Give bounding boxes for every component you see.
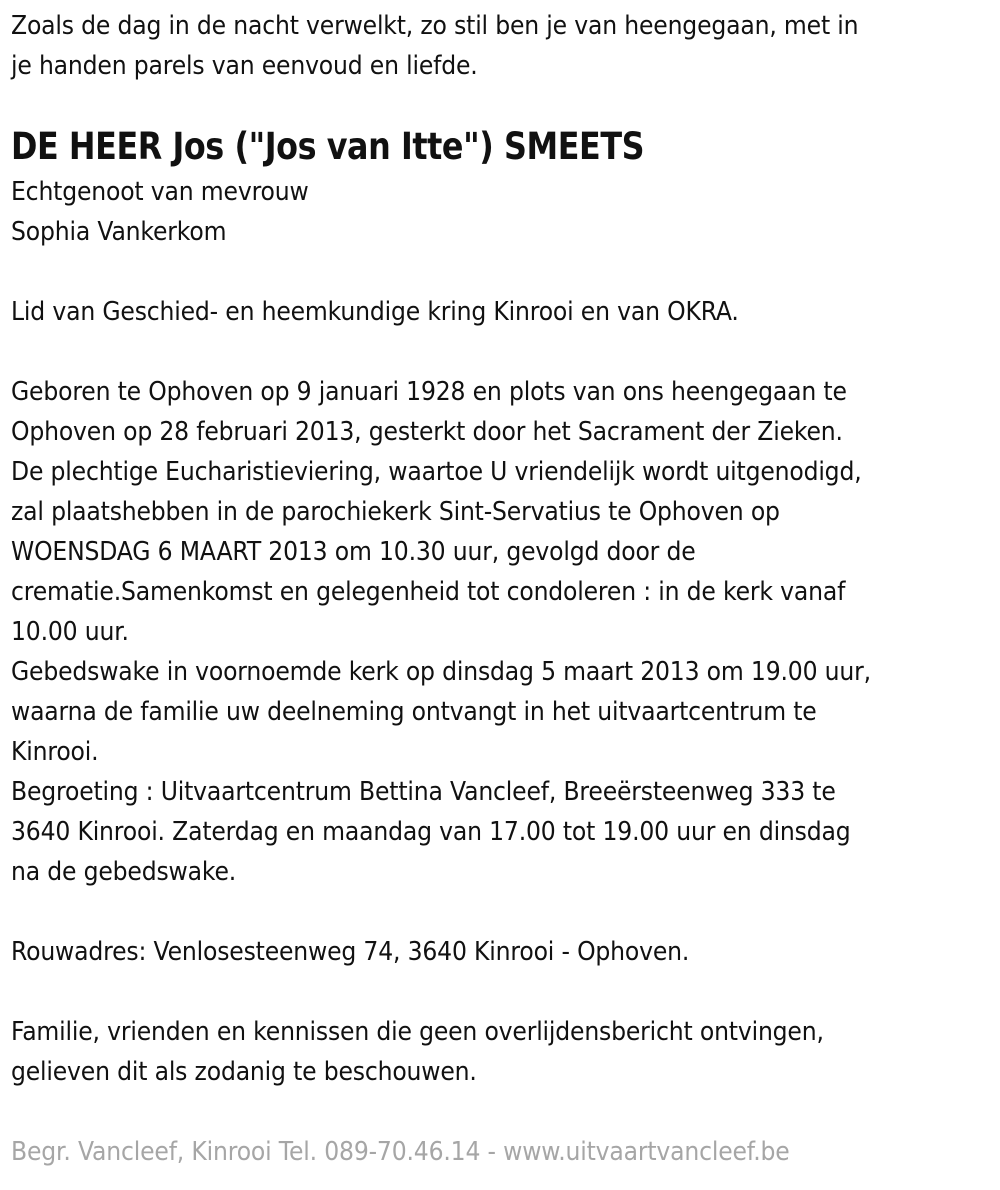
poem-line: Zoals de dag in de nacht verwelkt, zo stil ben je van heengegaan, met in: [11, 11, 859, 41]
membership-line: Lid van Geschied- en heemkundige kring Kinrooi en van OKRA.: [11, 297, 739, 327]
funeral-home-footer: Begr. Vancleef, Kinrooi Tel. 089-70.46.14 - www.uitvaartvancleef.be: [11, 1137, 790, 1167]
details-line: crematie.Samenkomst en gelegenheid tot condoleren : in de kerk vanaf: [11, 577, 846, 607]
details-line: waarna de familie uw deelneming ontvangt in het uitvaartcentrum te: [11, 697, 817, 727]
details-line: Gebedswake in voornoemde kerk op dinsdag 5 maart 2013 om 19.00 uur,: [11, 657, 871, 687]
notice-line: gelieven dit als zodanig te beschouwen.: [11, 1057, 477, 1087]
spouse-line: Sophia Vankerkom: [11, 217, 227, 247]
details-line: 10.00 uur.: [11, 617, 129, 647]
spouse-line: Echtgenoot van mevrouw: [11, 177, 309, 207]
details-line: 3640 Kinrooi. Zaterdag en maandag van 17.00 tot 19.00 uur en dinsdag: [11, 817, 851, 847]
mourning-address: Rouwadres: Venlosesteenweg 74, 3640 Kinrooi - Ophoven.: [11, 937, 690, 967]
poem-line: je handen parels van eenvoud en liefde.: [11, 51, 478, 81]
details-line: WOENSDAG 6 MAART 2013 om 10.30 uur, gevolgd door de: [11, 537, 696, 567]
details-line: Geboren te Ophoven op 9 januari 1928 en plots van ons heengegaan te: [11, 377, 847, 407]
details-line: De plechtige Eucharistieviering, waartoe U vriendelijk wordt uitgenodigd,: [11, 457, 862, 487]
details-line: Ophoven op 28 februari 2013, gesterkt door het Sacrament der Zieken.: [11, 417, 843, 447]
details-line: na de gebedswake.: [11, 857, 237, 887]
notice-line: Familie, vrienden en kennissen die geen overlijdensbericht ontvingen,: [11, 1017, 824, 1047]
details-line: Kinrooi.: [11, 737, 99, 767]
details-line: zal plaatshebben in de parochiekerk Sint-Servatius te Ophoven op: [11, 497, 780, 527]
deceased-name-title: DE HEER Jos ("Jos van Itte") SMEETS: [11, 125, 645, 168]
details-line: Begroeting : Uitvaartcentrum Bettina Vancleef, Breeërsteenweg 333 te: [11, 777, 836, 807]
